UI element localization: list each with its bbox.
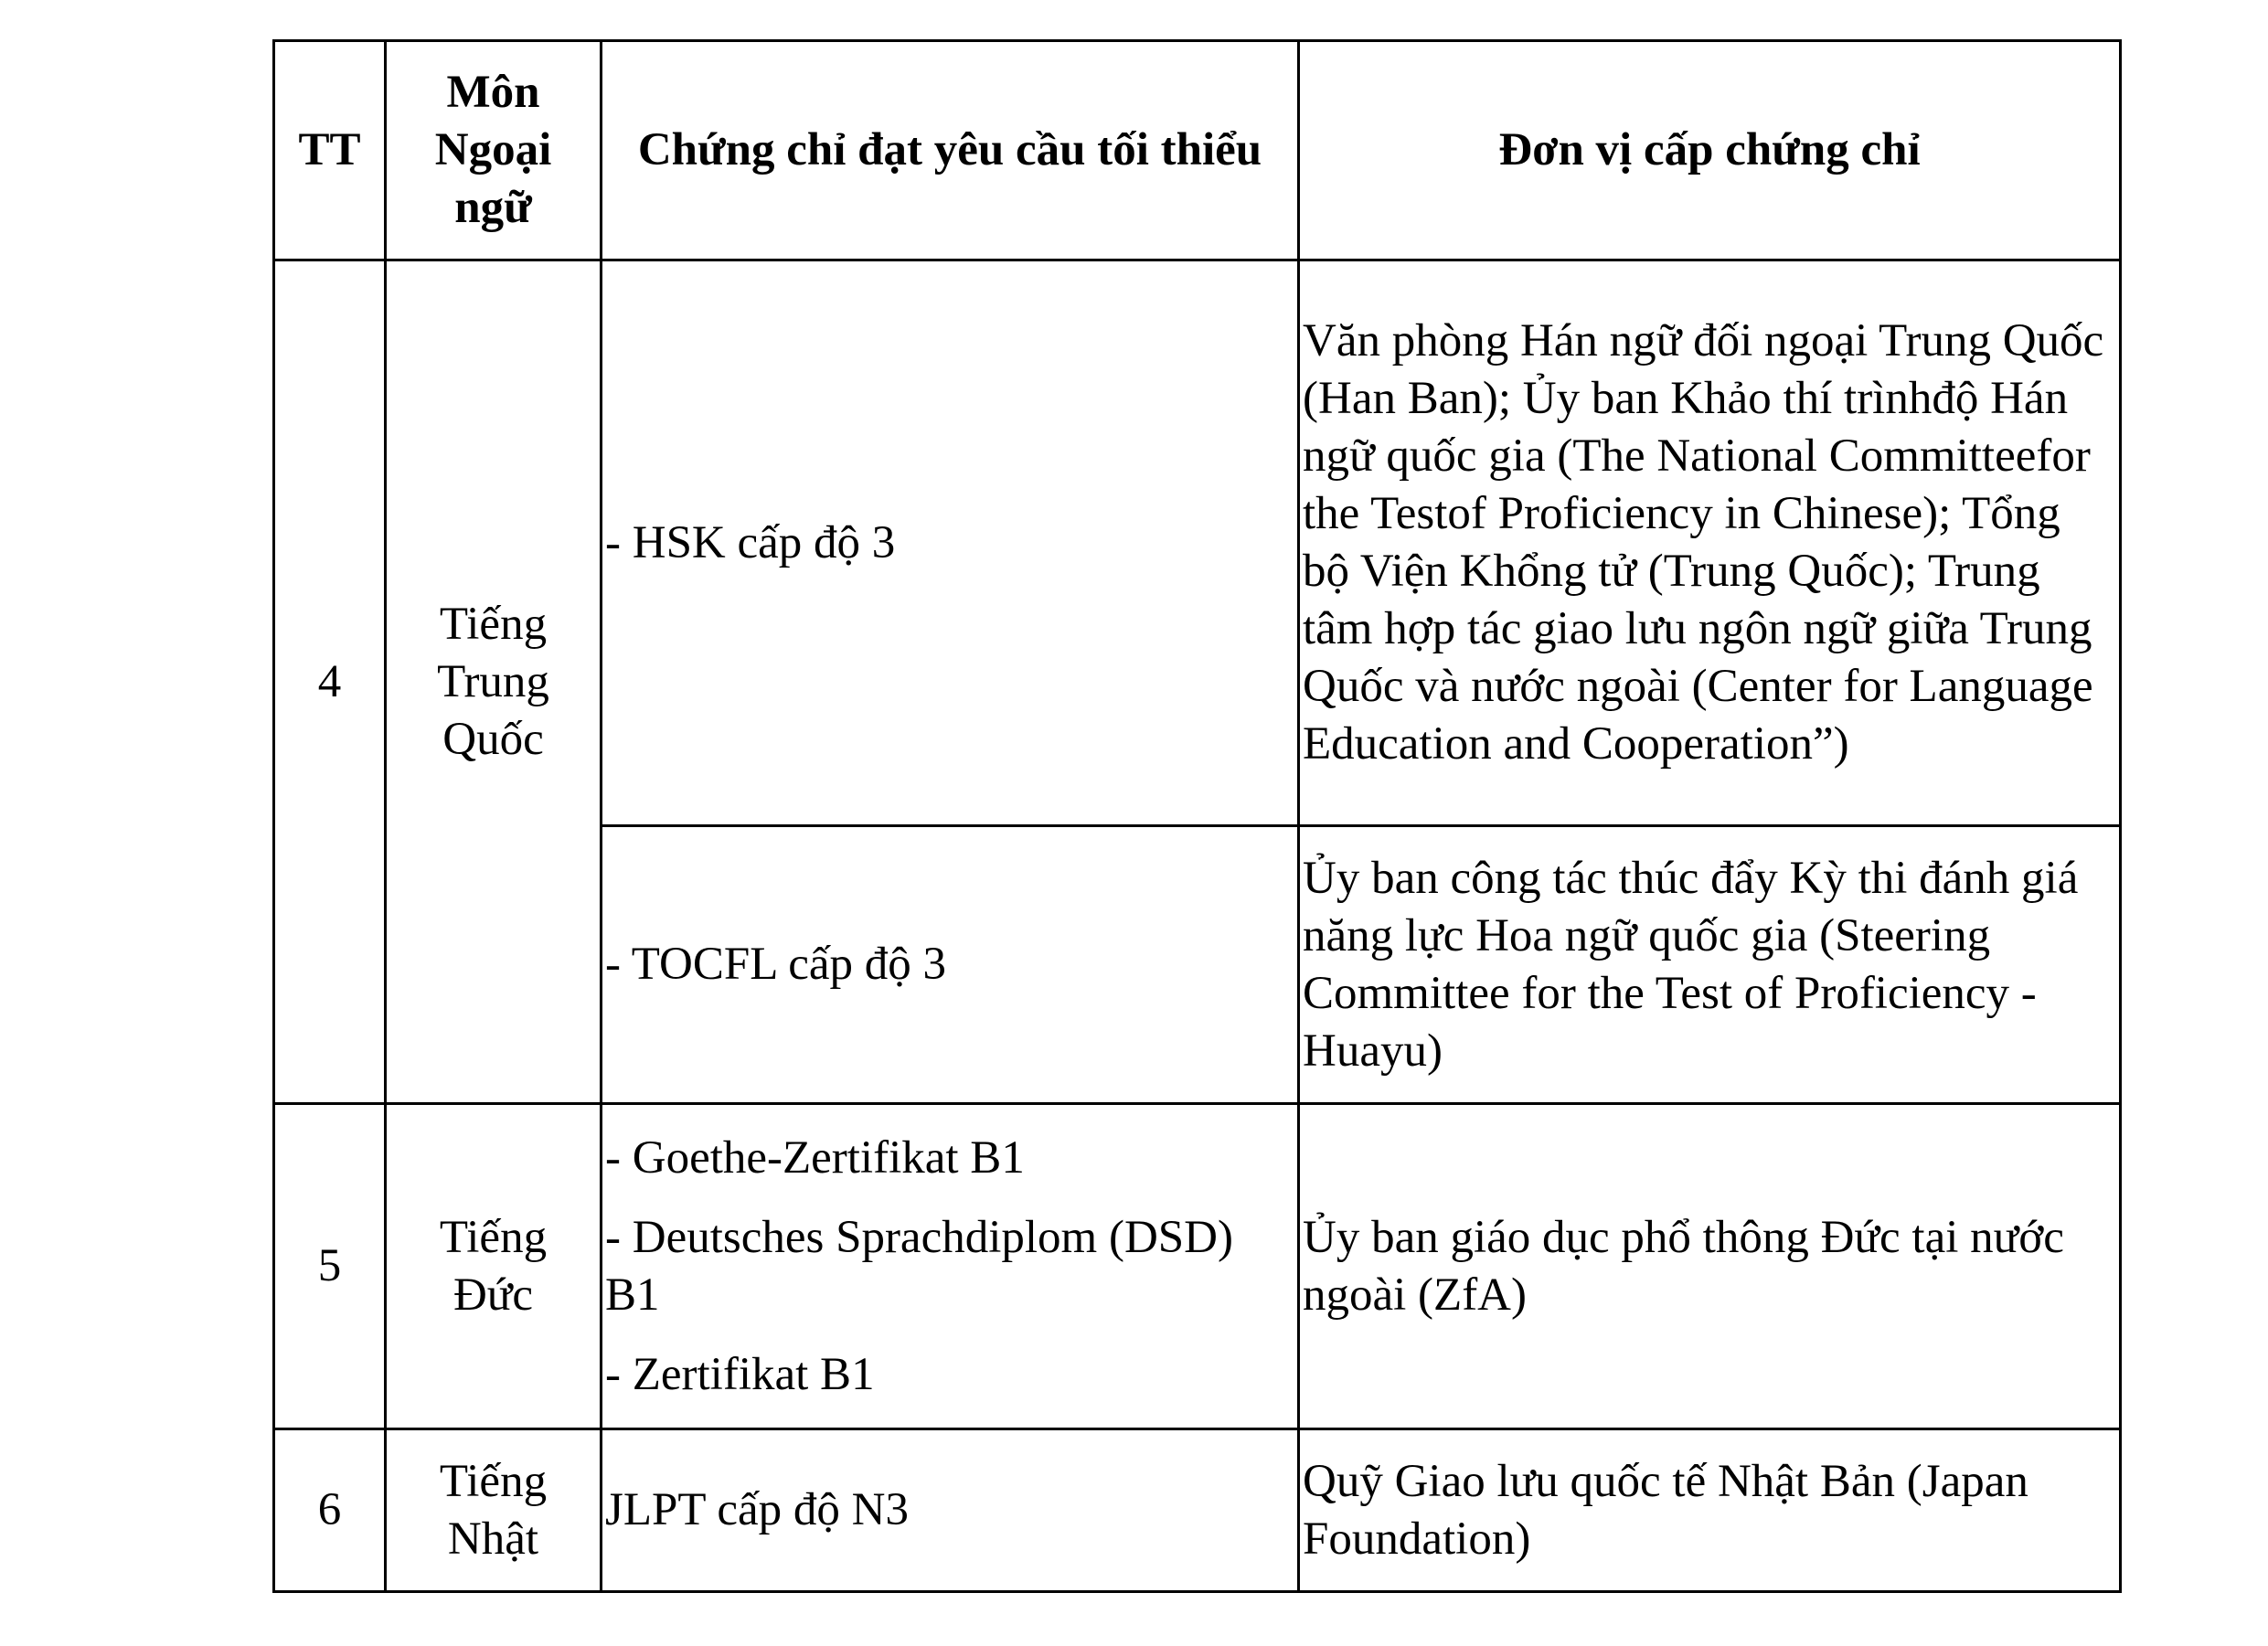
- issuer-cell: Văn phòng Hán ngữ đối ngoại Trung Quốc (Han Ban); Ủy ban Khảo thí trìnhđộ Hán ngữ quốc gia (The National Committeefor the Testof Proficiency in Chinese); Tổng bộ Viện Khổng tử (Trung Quốc); Trung tâm hợp tác giao lưu ngôn ngữ giữa Trung Quốc và nước ngoài (Center for Language Education and Cooperation”): [1299, 260, 2121, 826]
- row-number: 6: [274, 1429, 386, 1592]
- subject-cell: Tiếng Đức: [386, 1104, 602, 1429]
- row-number: 5: [274, 1104, 386, 1429]
- row-number: 4: [274, 260, 386, 1104]
- certificate-cell: - HSK cấp độ 3: [602, 260, 1299, 826]
- header-subject: Môn Ngoại ngữ: [386, 41, 602, 260]
- issuer-cell: Ủy ban giáo dục phổ thông Đức tại nước ngoài (ZfA): [1299, 1104, 2121, 1429]
- subject-cell: Tiếng Nhật: [386, 1429, 602, 1592]
- subject-cell: Tiếng Trung Quốc: [386, 260, 602, 1104]
- certificate-table: [272, 39, 2122, 1593]
- header-issuer: Đơn vị cấp chứng chỉ: [1299, 41, 2121, 260]
- certificate-cell: JLPT cấp độ N3: [602, 1429, 1299, 1592]
- certificate-cell: - TOCFL cấp độ 3: [602, 826, 1299, 1104]
- header-tt: TT: [274, 41, 386, 260]
- header-certificate: Chứng chỉ đạt yêu cầu tối thiểu: [602, 41, 1299, 260]
- table-row: [274, 260, 2121, 826]
- certificate-line: - Zertifikat B1: [605, 1348, 875, 1400]
- certificate-cell: [602, 1104, 1299, 1429]
- certificate-line: - Goethe-Zertifikat B1: [605, 1131, 1025, 1184]
- table-row: [274, 1104, 2121, 1429]
- header-row: [274, 41, 2121, 260]
- issuer-cell: Quỹ Giao lưu quốc tế Nhật Bản (Japan Foundation): [1299, 1429, 2121, 1592]
- certificate-line: - Deutsches Sprachdiplom (DSD) B1: [605, 1211, 1233, 1321]
- table-row: [274, 1429, 2121, 1592]
- issuer-cell: Ủy ban công tác thúc đẩy Kỳ thi đánh giá năng lực Hoa ngữ quốc gia (Steering Committee for the Test of Proficiency - Huayu): [1299, 826, 2121, 1104]
